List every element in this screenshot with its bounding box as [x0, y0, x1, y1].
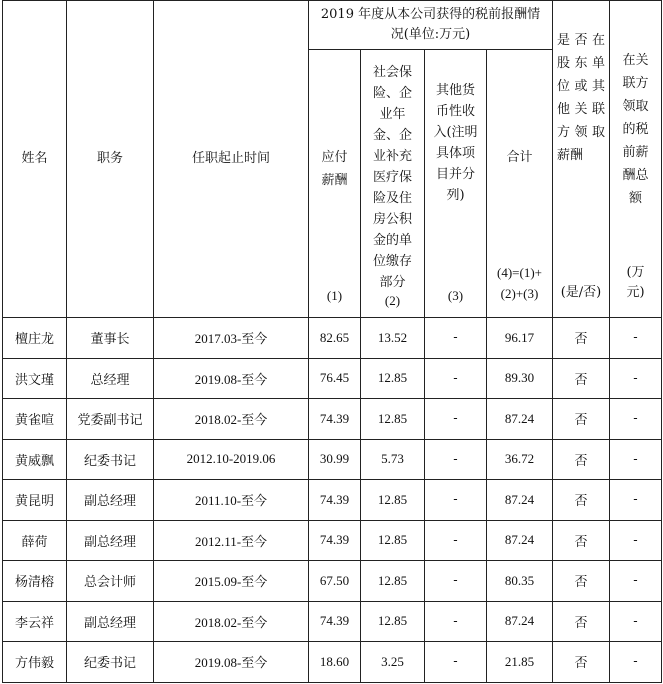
- cell-salary: 74.39: [309, 480, 361, 521]
- cell-total: 36.72: [487, 439, 553, 480]
- cell-name: 黄威飘: [3, 439, 67, 480]
- header-related-total: [610, 1, 662, 318]
- cell-name: 李云祥: [3, 601, 67, 642]
- cell-total: 87.24: [487, 601, 553, 642]
- header-total-label: 合计: [506, 149, 533, 165]
- cell-salary: 67.50: [309, 561, 361, 602]
- cell-related-total: -: [610, 318, 662, 359]
- compensation-table: [2, 0, 662, 683]
- cell-other: -: [425, 642, 487, 683]
- header-social: [361, 50, 425, 318]
- cell-term: 2017.03-至今: [154, 318, 309, 359]
- cell-term: 2011.10-至今: [154, 480, 309, 521]
- table-row: [3, 642, 662, 683]
- cell-term: 2012.11-至今: [154, 520, 309, 561]
- table-row: [3, 439, 662, 480]
- header-position: 职务: [67, 1, 154, 318]
- cell-salary: 30.99: [309, 439, 361, 480]
- cell-other: -: [425, 399, 487, 440]
- cell-term: 2018.02-至今: [154, 399, 309, 440]
- cell-term: 2015.09-至今: [154, 561, 309, 602]
- cell-total: 96.17: [487, 318, 553, 359]
- table-row: [3, 561, 662, 602]
- cell-salary: 74.39: [309, 520, 361, 561]
- cell-related: 否: [553, 318, 610, 359]
- cell-other: -: [425, 480, 487, 521]
- cell-social: 12.85: [361, 480, 425, 521]
- cell-position: 总会计师: [67, 561, 154, 602]
- cell-related: 否: [553, 358, 610, 399]
- cell-related: 否: [553, 480, 610, 521]
- cell-total: 87.24: [487, 480, 553, 521]
- cell-related: 否: [553, 399, 610, 440]
- cell-other: -: [425, 520, 487, 561]
- cell-term: 2019.08-至今: [154, 358, 309, 399]
- cell-social: 5.73: [361, 439, 425, 480]
- cell-name: 黄昆明: [3, 480, 67, 521]
- cell-social: 13.52: [361, 318, 425, 359]
- cell-total: 80.35: [487, 561, 553, 602]
- header-related-total-label: 在关联方领取的税前薪酬总额: [622, 53, 649, 206]
- cell-related: 否: [553, 439, 610, 480]
- cell-name: 檀庄龙: [3, 318, 67, 359]
- table-body: [3, 318, 662, 683]
- cell-name: 黄雀喧: [3, 399, 67, 440]
- table-row: [3, 520, 662, 561]
- cell-social: 12.85: [361, 399, 425, 440]
- cell-total: 89.30: [487, 358, 553, 399]
- header-social-label: 社会保险、企业年金、企业补充医疗保险及住房公积金的单位缴存部分: [372, 64, 412, 290]
- header-related-pay-note: (是/否): [560, 285, 602, 300]
- cell-salary: 76.45: [309, 358, 361, 399]
- header-total-formula: (4)=(1)+(2)+(3): [497, 264, 542, 301]
- cell-related: 否: [553, 601, 610, 642]
- cell-other: -: [425, 318, 487, 359]
- cell-other: -: [425, 439, 487, 480]
- cell-total: 87.24: [487, 399, 553, 440]
- cell-related-total: -: [610, 480, 662, 521]
- header-name: 姓名: [3, 1, 67, 318]
- cell-position: 副总经理: [67, 601, 154, 642]
- cell-position: 纪委书记: [67, 642, 154, 683]
- header-other: [425, 50, 487, 318]
- cell-name: 薛荷: [3, 520, 67, 561]
- table-row: [3, 318, 662, 359]
- header-salary-no: (1): [326, 287, 343, 303]
- cell-related-total: -: [610, 358, 662, 399]
- cell-other: -: [425, 601, 487, 642]
- cell-salary: 82.65: [309, 318, 361, 359]
- cell-position: 副总经理: [67, 520, 154, 561]
- cell-salary: 74.39: [309, 399, 361, 440]
- header-salary: [309, 50, 361, 318]
- cell-position: 副总经理: [67, 480, 154, 521]
- cell-salary: 74.39: [309, 601, 361, 642]
- header-related-pay-label: 是否在股东单位或其他关联方领取薪酬: [557, 33, 605, 163]
- cell-related-total: -: [610, 601, 662, 642]
- header-salary-label: 应付薪酬: [321, 149, 348, 188]
- cell-name: 方伟毅: [3, 642, 67, 683]
- cell-position: 董事长: [67, 318, 154, 359]
- cell-salary: 18.60: [309, 642, 361, 683]
- header-total: [487, 50, 553, 318]
- table-row: [3, 480, 662, 521]
- cell-term: 2012.10-2019.06: [154, 439, 309, 480]
- cell-related: 否: [553, 642, 610, 683]
- table-row: [3, 399, 662, 440]
- cell-name: 洪文瑾: [3, 358, 67, 399]
- table-row: [3, 358, 662, 399]
- cell-other: -: [425, 358, 487, 399]
- cell-total: 21.85: [487, 642, 553, 683]
- header-other-label: 其他货币性收入(注明具体项目并分列): [433, 82, 478, 203]
- cell-social: 12.85: [361, 561, 425, 602]
- cell-related: 否: [553, 520, 610, 561]
- header-related-total-note: (万元): [626, 265, 645, 300]
- cell-related-total: -: [610, 561, 662, 602]
- header-related-pay: [553, 1, 610, 318]
- cell-term: 2019.08-至今: [154, 642, 309, 683]
- cell-term: 2018.02-至今: [154, 601, 309, 642]
- cell-position: 党委副书记: [67, 399, 154, 440]
- cell-social: 12.85: [361, 601, 425, 642]
- table-row: [3, 601, 662, 642]
- header-social-no: (2): [384, 292, 401, 308]
- cell-social: 12.85: [361, 520, 425, 561]
- cell-name: 杨清榕: [3, 561, 67, 602]
- cell-other: -: [425, 561, 487, 602]
- cell-related-total: -: [610, 520, 662, 561]
- header-group-title: 2019 年度从本公司获得的税前报酬情况(单位:万元): [309, 1, 553, 50]
- cell-related-total: -: [610, 439, 662, 480]
- cell-related-total: -: [610, 642, 662, 683]
- cell-related: 否: [553, 561, 610, 602]
- cell-social: 12.85: [361, 358, 425, 399]
- header-other-no: (3): [447, 287, 464, 303]
- cell-total: 87.24: [487, 520, 553, 561]
- header-term: 任职起止时间: [154, 1, 309, 318]
- cell-position: 纪委书记: [67, 439, 154, 480]
- cell-related-total: -: [610, 399, 662, 440]
- cell-social: 3.25: [361, 642, 425, 683]
- cell-position: 总经理: [67, 358, 154, 399]
